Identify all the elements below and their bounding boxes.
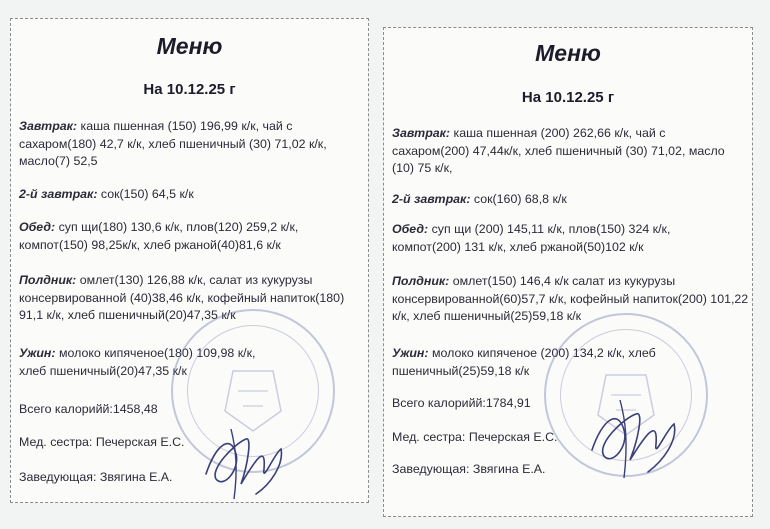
- menu-card-right: [383, 27, 753, 517]
- total-calories: Всего калорийй:1784,91: [392, 396, 531, 410]
- second-breakfast-label: 2-й завтрак:: [392, 192, 471, 206]
- dinner-text: молоко кипяченое (200) 134,2 к/к, хлеб пшеничный(25)59,18 к/к: [392, 346, 656, 378]
- breakfast-entry: [19, 118, 354, 171]
- snack-label: Полдник:: [19, 273, 77, 287]
- nurse-line: Мед. сестра: Печерская Е.С.: [19, 435, 185, 449]
- total-calories: Всего калорийй:1458,48: [19, 402, 158, 416]
- breakfast-entry: [392, 125, 727, 178]
- dinner-text: молоко кипяченое(180) 109,98 к/к, хлеб пшеничный(20)47,35 к/к: [19, 346, 256, 378]
- second-breakfast-text: сок(150) 64,5 к/к: [97, 187, 194, 201]
- breakfast-label: Завтрак:: [392, 126, 451, 140]
- snack-label: Полдник:: [392, 274, 450, 288]
- second-breakfast-entry: [392, 191, 732, 209]
- lunch-entry: [19, 219, 349, 254]
- signature-icon: [574, 388, 694, 483]
- head-line: Заведующая: Звягина Е.А.: [392, 462, 546, 476]
- menu-card-left: [10, 18, 369, 503]
- lunch-label: Обед:: [19, 220, 56, 234]
- lunch-text: суп щи (200) 145,11 к/к, плов(150) 324 к/к, компот(200) 131 к/к, хлеб ржаной(50)102 к/к: [392, 222, 671, 254]
- signature-icon: [186, 414, 296, 504]
- lunch-label: Обед:: [392, 222, 429, 236]
- dinner-label: Ужин:: [19, 346, 56, 360]
- head-line: Заведующая: Звягина Е.А.: [19, 470, 173, 484]
- breakfast-label: Завтрак:: [19, 119, 78, 133]
- menu-date: На 10.12.25 г: [143, 81, 236, 98]
- breakfast-text: каша пшенная (150) 196,99 к/к, чай с сахаром(180) 42,7 к/к, хлеб пшеничный (30) 71,02 к/к, масло(7) 52,5: [19, 119, 327, 168]
- snack-text: омлет(150) 146,4 к/к салат из кукурузы консервированной(60)57,7 к/к, кофейный напиток(200) 101,22 к/к, хлеб пшеничный(25)59,18 к/к: [392, 274, 749, 323]
- dinner-label: Ужин:: [392, 346, 429, 360]
- lunch-text: суп щи(180) 130,6 к/к, плов(120) 259,2 к/к, компот(150) 98,25к/к, хлеб ржаной(40)81,6 к/к: [19, 220, 299, 252]
- snack-text: омлет(130) 126,88 к/к, салат из кукурузы консервированной (40)38,46 к/к, кофейный напиток(180) 91,1 к/к, хлеб пшеничный(20)47,35 к/к: [19, 273, 345, 322]
- second-breakfast-label: 2-й завтрак:: [19, 187, 98, 201]
- second-breakfast-text: сок(160) 68,8 к/к: [470, 192, 567, 206]
- breakfast-text: каша пшенная (200) 262,66 к/к, чай с сахаром(200) 47,44к/к, хлеб пшеничный (30) 71,02, масло (10) 75 к/к,: [392, 126, 725, 175]
- second-breakfast-entry: [19, 186, 354, 204]
- menu-title: Меню: [535, 40, 601, 66]
- menu-title: Меню: [156, 33, 223, 59]
- nurse-line: Мед. сестра: Печерская Е.С.: [392, 430, 558, 444]
- lunch-entry: [392, 221, 712, 256]
- menu-date: На 10.12.25 г: [521, 89, 615, 106]
